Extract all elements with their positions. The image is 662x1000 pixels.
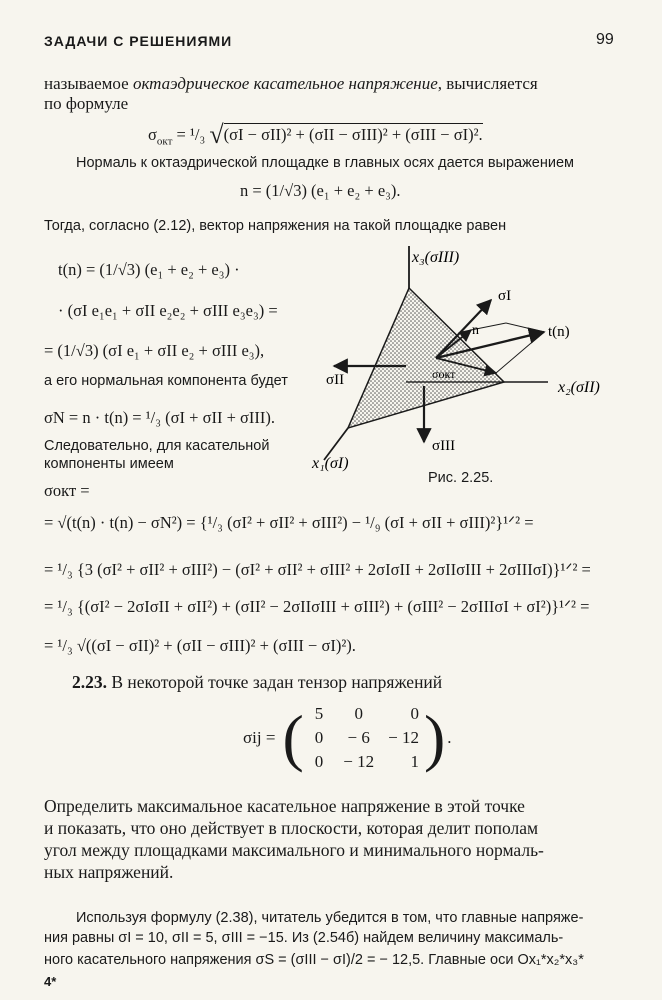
task-line-1: Определить максимальное касательное напряжение в этой точке	[44, 796, 525, 816]
figure-2-25	[296, 238, 616, 474]
matrix-cell: 0	[410, 704, 419, 723]
para1-text-start: называемое	[44, 74, 133, 93]
sigma3-label: σIII	[432, 438, 456, 454]
matrix-cell: − 6	[347, 728, 370, 747]
matrix-left-paren: (	[282, 702, 304, 774]
derivation-line4: = ¹/₃ √((σI − σII)² + (σII − σIII)² + (σIII − σI)²).	[44, 636, 356, 655]
matrix-cell: 5	[314, 704, 324, 723]
matrix-cell: − 12	[388, 728, 419, 747]
x1-label: x₁(σI)	[312, 455, 349, 472]
okt-lhs: σ	[148, 125, 157, 144]
stress-tensor	[242, 702, 453, 774]
figure-caption: Рис. 2.25.	[428, 470, 494, 486]
construct-line-2	[506, 323, 544, 332]
problem-statement: В некоторой точке задан тензор напряжений	[111, 672, 443, 692]
running-title: ЗАДАЧИ С РЕШЕНИЯМИ	[44, 33, 233, 49]
derivation-line3: = ¹/₃ {(σI² − 2σIσII + σII²) + (σII² − 2σIIσIII + σIII²) + (σIII² − 2σIIIσI + σI²)}¹ᐟ² =	[44, 597, 590, 616]
matrix-cell: 0	[314, 728, 324, 747]
matrix-cell: − 12	[343, 752, 375, 771]
task-line-3: угол между площадками максимального и минимального нормаль-	[44, 840, 544, 860]
derivation-line1	[44, 513, 534, 533]
normal-label: n	[472, 323, 479, 338]
signature-mark: 4*	[44, 974, 57, 989]
solution-line-2: ния равны σI = 10, σII = 5, σIII = −15. Из (2.54б) найдем величину максималь-	[44, 930, 564, 946]
okt-label: σокт	[432, 367, 456, 381]
para1-line2: по формуле	[44, 94, 129, 113]
para1-italic-term: октаэдрическое касательное напряжение	[132, 74, 438, 93]
matrix-right-paren: )	[423, 702, 446, 774]
page-number: 99	[596, 31, 614, 48]
left-eq4: σN = n · t(n) = ¹/₃ (σI + σII + σIII).	[44, 408, 276, 427]
para1-text-end: , вычисляется	[437, 74, 538, 93]
matrix-cell: 0	[354, 704, 363, 723]
matrix-lhs: σij =	[243, 728, 276, 747]
traction-label: t(n)	[548, 324, 570, 340]
okt-lhs-sub: окт	[156, 135, 173, 148]
left-eq1: t(n) = (1/√3) (e₁ + e₂ + e₃) ·	[58, 260, 240, 279]
derivation-line2: = ¹/₃ {3 (σI² + σII² + σIII²) − (σI² + σII² + σIII² + 2σIσII + 2σIIσIII + 2σIIIσI)}¹ᐟ² =	[44, 560, 591, 579]
sigma1-label: σI	[498, 288, 512, 304]
matrix-tail: .	[447, 728, 452, 747]
normal-equation: n = (1/√3) (e₁ + e₂ + e₃).	[240, 181, 401, 200]
solution-line-3: ного касательного напряжения σS = (σIII − σI)/2 = − 12,5. Главные оси Ox₁*x₂*x₃*	[44, 952, 584, 968]
matrix-cell: 0	[314, 752, 324, 771]
para1-line1	[44, 74, 538, 94]
matrix-cell: 1	[410, 752, 419, 771]
left-text2b: компоненты имеем	[44, 456, 174, 472]
octahedral-plane	[348, 288, 504, 428]
then-text: Тогда, согласно (2.12), вектор напряжения на такой площадке равен	[44, 218, 507, 234]
solution-line-1: Используя формулу (2.38), читатель убедится в том, что главные напряже-	[76, 910, 584, 926]
okt-radicand: (σI − σII)² + (σII − σIII)² + (σIII − σI)².	[223, 125, 483, 144]
left-text1: а его нормальная компонента будет	[44, 373, 288, 389]
left-eq5: σокт =	[44, 481, 90, 500]
sqrt-sign: √	[209, 120, 224, 149]
okt-formula	[148, 120, 483, 150]
left-eq2: · (σI e₁e₁ + σII e₂e₂ + σIII e₃e₃) =	[58, 301, 278, 320]
left-text2a: Следовательно, для касательной	[44, 438, 270, 454]
task-line-4: ных напряжений.	[44, 862, 174, 882]
normal-text: Нормаль к октаэдрической площадке в главных осях дается выражением	[76, 155, 574, 171]
problem-heading	[72, 672, 442, 693]
left-eq3: = (1/√3) (σI e₁ + σII e₂ + σIII e₃),	[44, 341, 265, 360]
problem-number: 2.23.	[72, 672, 107, 692]
sigma2-label: σII	[326, 372, 345, 388]
task-line-2: и показать, что оно действует в плоскости, которая делит пополам	[44, 818, 539, 838]
okt-coef: = ¹/₃	[176, 125, 206, 144]
derivation-line1-text: = √(t(n) · t(n) − σN²) = {¹/₃ (σI² + σII² + σIII²) − ¹/₉ (σI + σII + σIII)²}¹ᐟ² =	[44, 513, 534, 532]
x3-label: x₃(σIII)	[412, 249, 460, 266]
x2-label: x₂(σII)	[558, 379, 600, 396]
